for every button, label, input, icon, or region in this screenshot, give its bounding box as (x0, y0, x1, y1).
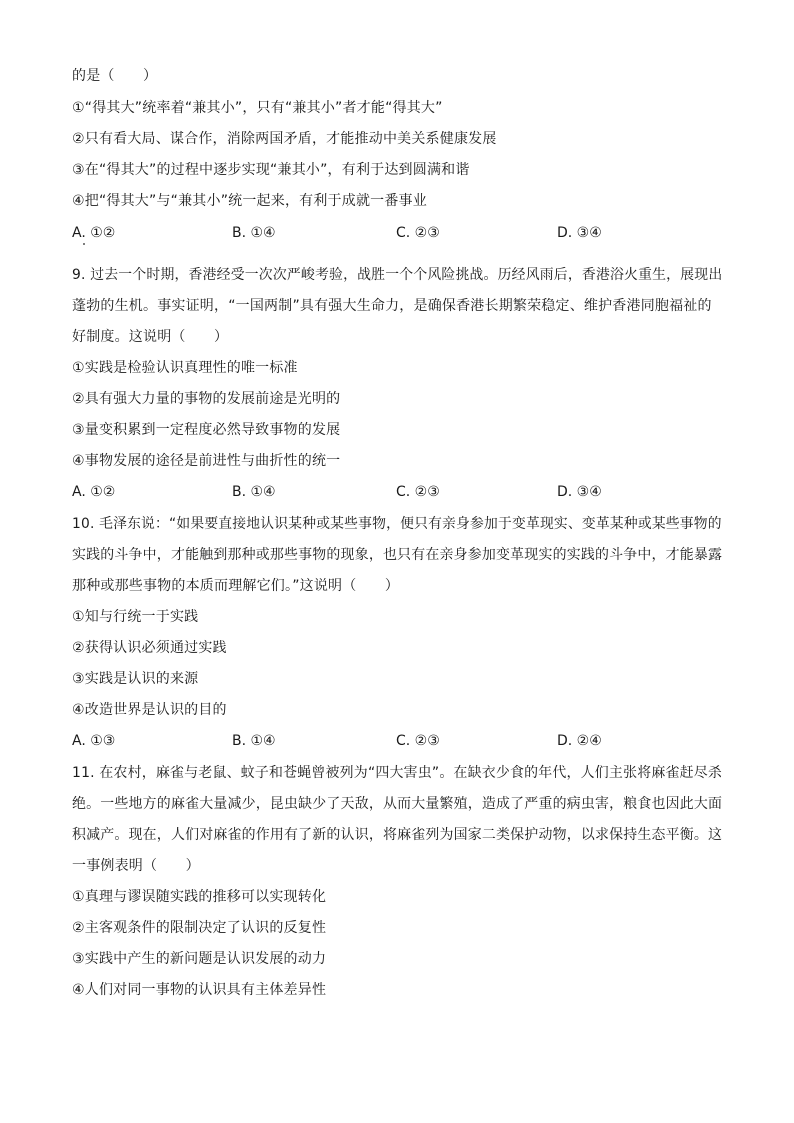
q10-stem-line-1: 10. 毛泽东说：“如果要直接地认识某种或某些事物，便只有亲身参加于变革现实、变革某种或某些事物的 (72, 516, 722, 532)
q9-option-d[interactable]: D. ③④ (557, 484, 602, 500)
q9-stem-line-3: 好制度。这说明（ ） (72, 329, 229, 345)
q9-statement-4: ④事物发展的途径是前进性与曲折性的统一 (72, 453, 341, 469)
q11-stem-line-1: 11. 在农村，麻雀与老鼠、蚊子和苍蝇曾被列为“四大害虫”。在缺衣少食的年代，人们主张将麻雀赶尽杀 (72, 765, 723, 781)
q9-statement-1: ①实践是检验认识真理性的唯一标准 (72, 360, 298, 376)
q9-option-b[interactable]: B. ①④ (232, 484, 276, 500)
q10-statement-4: ④改造世界是认识的目的 (72, 702, 227, 718)
q8-option-c[interactable]: C. ②③ (396, 225, 440, 241)
q10-option-b[interactable]: B. ①④ (232, 733, 276, 749)
q8-option-b[interactable]: B. ①④ (232, 225, 276, 241)
q10-option-d[interactable]: D. ②④ (557, 733, 602, 749)
q10-statement-2: ②获得认识必须通过实践 (72, 640, 227, 656)
q11-stem-line-2: 绝。一些地方的麻雀大量减少，昆虫缺少了天敌，从而大量繁殖，造成了严重的病虫害，粮食也因此大面 (72, 796, 723, 812)
q11-statement-1: ①真理与谬误随实践的推移可以实现转化 (72, 889, 327, 905)
q9-option-a[interactable]: A. ①② (72, 484, 116, 500)
q10-stem-line-3: 那种或那些事物的本质而理解它们。”这说明（ ） (72, 578, 400, 594)
q10-option-c[interactable]: C. ②③ (396, 733, 440, 749)
q9-stem-line-2: 蓬勃的生机。事实证明，“一国两制”具有强大生命力，是确保香港长期繁荣稳定、维护香港同胞福祉的 (72, 298, 712, 314)
q8-statement-3: ③在“得其大”的过程中逐步实现“兼其小”，有利于达到圆满和谐 (72, 162, 470, 178)
q10-statement-3: ③实践是认识的来源 (72, 671, 199, 687)
q8-stem-tail: 的是（ ） (72, 68, 158, 84)
q10-option-a[interactable]: A. ①③ (72, 733, 116, 749)
q11-stem-line-4: 一事例表明（ ） (72, 858, 200, 874)
q9-stem-line-1: 9. 过去一个时期，香港经受一次次严峻考验，战胜一个个风险挑战。历经风雨后，香港浴火重生，展现出 (72, 267, 723, 283)
q8-statement-1: ①“得其大”统率着“兼其小”，只有“兼其小”者才能“得其大” (72, 100, 443, 116)
q11-statement-2: ②主客观条件的限制决定了认识的反复性 (72, 920, 327, 936)
q9-statement-3: ③量变积累到一定程度必然导致事物的发展 (72, 422, 341, 438)
q11-stem-line-3: 积减产。现在，人们对麻雀的作用有了新的认识，将麻雀列为国家二类保护动物，以求保持生态平衡。这 (72, 827, 723, 843)
q10-statement-1: ①知与行统一于实践 (72, 609, 199, 625)
q8-statement-4: ④把“得其大”与“兼其小”统一起来，有利于成就一番事业 (72, 193, 427, 209)
q8-statement-2: ②只有看大局、谋合作，消除两国矛盾，才能推动中美关系健康发展 (72, 131, 497, 147)
q11-statement-4: ④人们对同一事物的认识具有主体差异性 (72, 982, 327, 998)
stray-dot (83, 243, 85, 245)
q9-statement-2: ②具有强大力量的事物的发展前途是光明的 (72, 391, 341, 407)
q8-option-d[interactable]: D. ③④ (557, 225, 602, 241)
q11-statement-3: ③实践中产生的新问题是认识发展的动力 (72, 951, 327, 967)
q10-stem-line-2: 实践的斗争中，才能触到那种或那些事物的现象，也只有在亲身参加变革现实的实践的斗争中，才能暴露 (72, 547, 723, 563)
q8-option-a[interactable]: A. ①② (72, 225, 116, 241)
q9-option-c[interactable]: C. ②③ (396, 484, 440, 500)
